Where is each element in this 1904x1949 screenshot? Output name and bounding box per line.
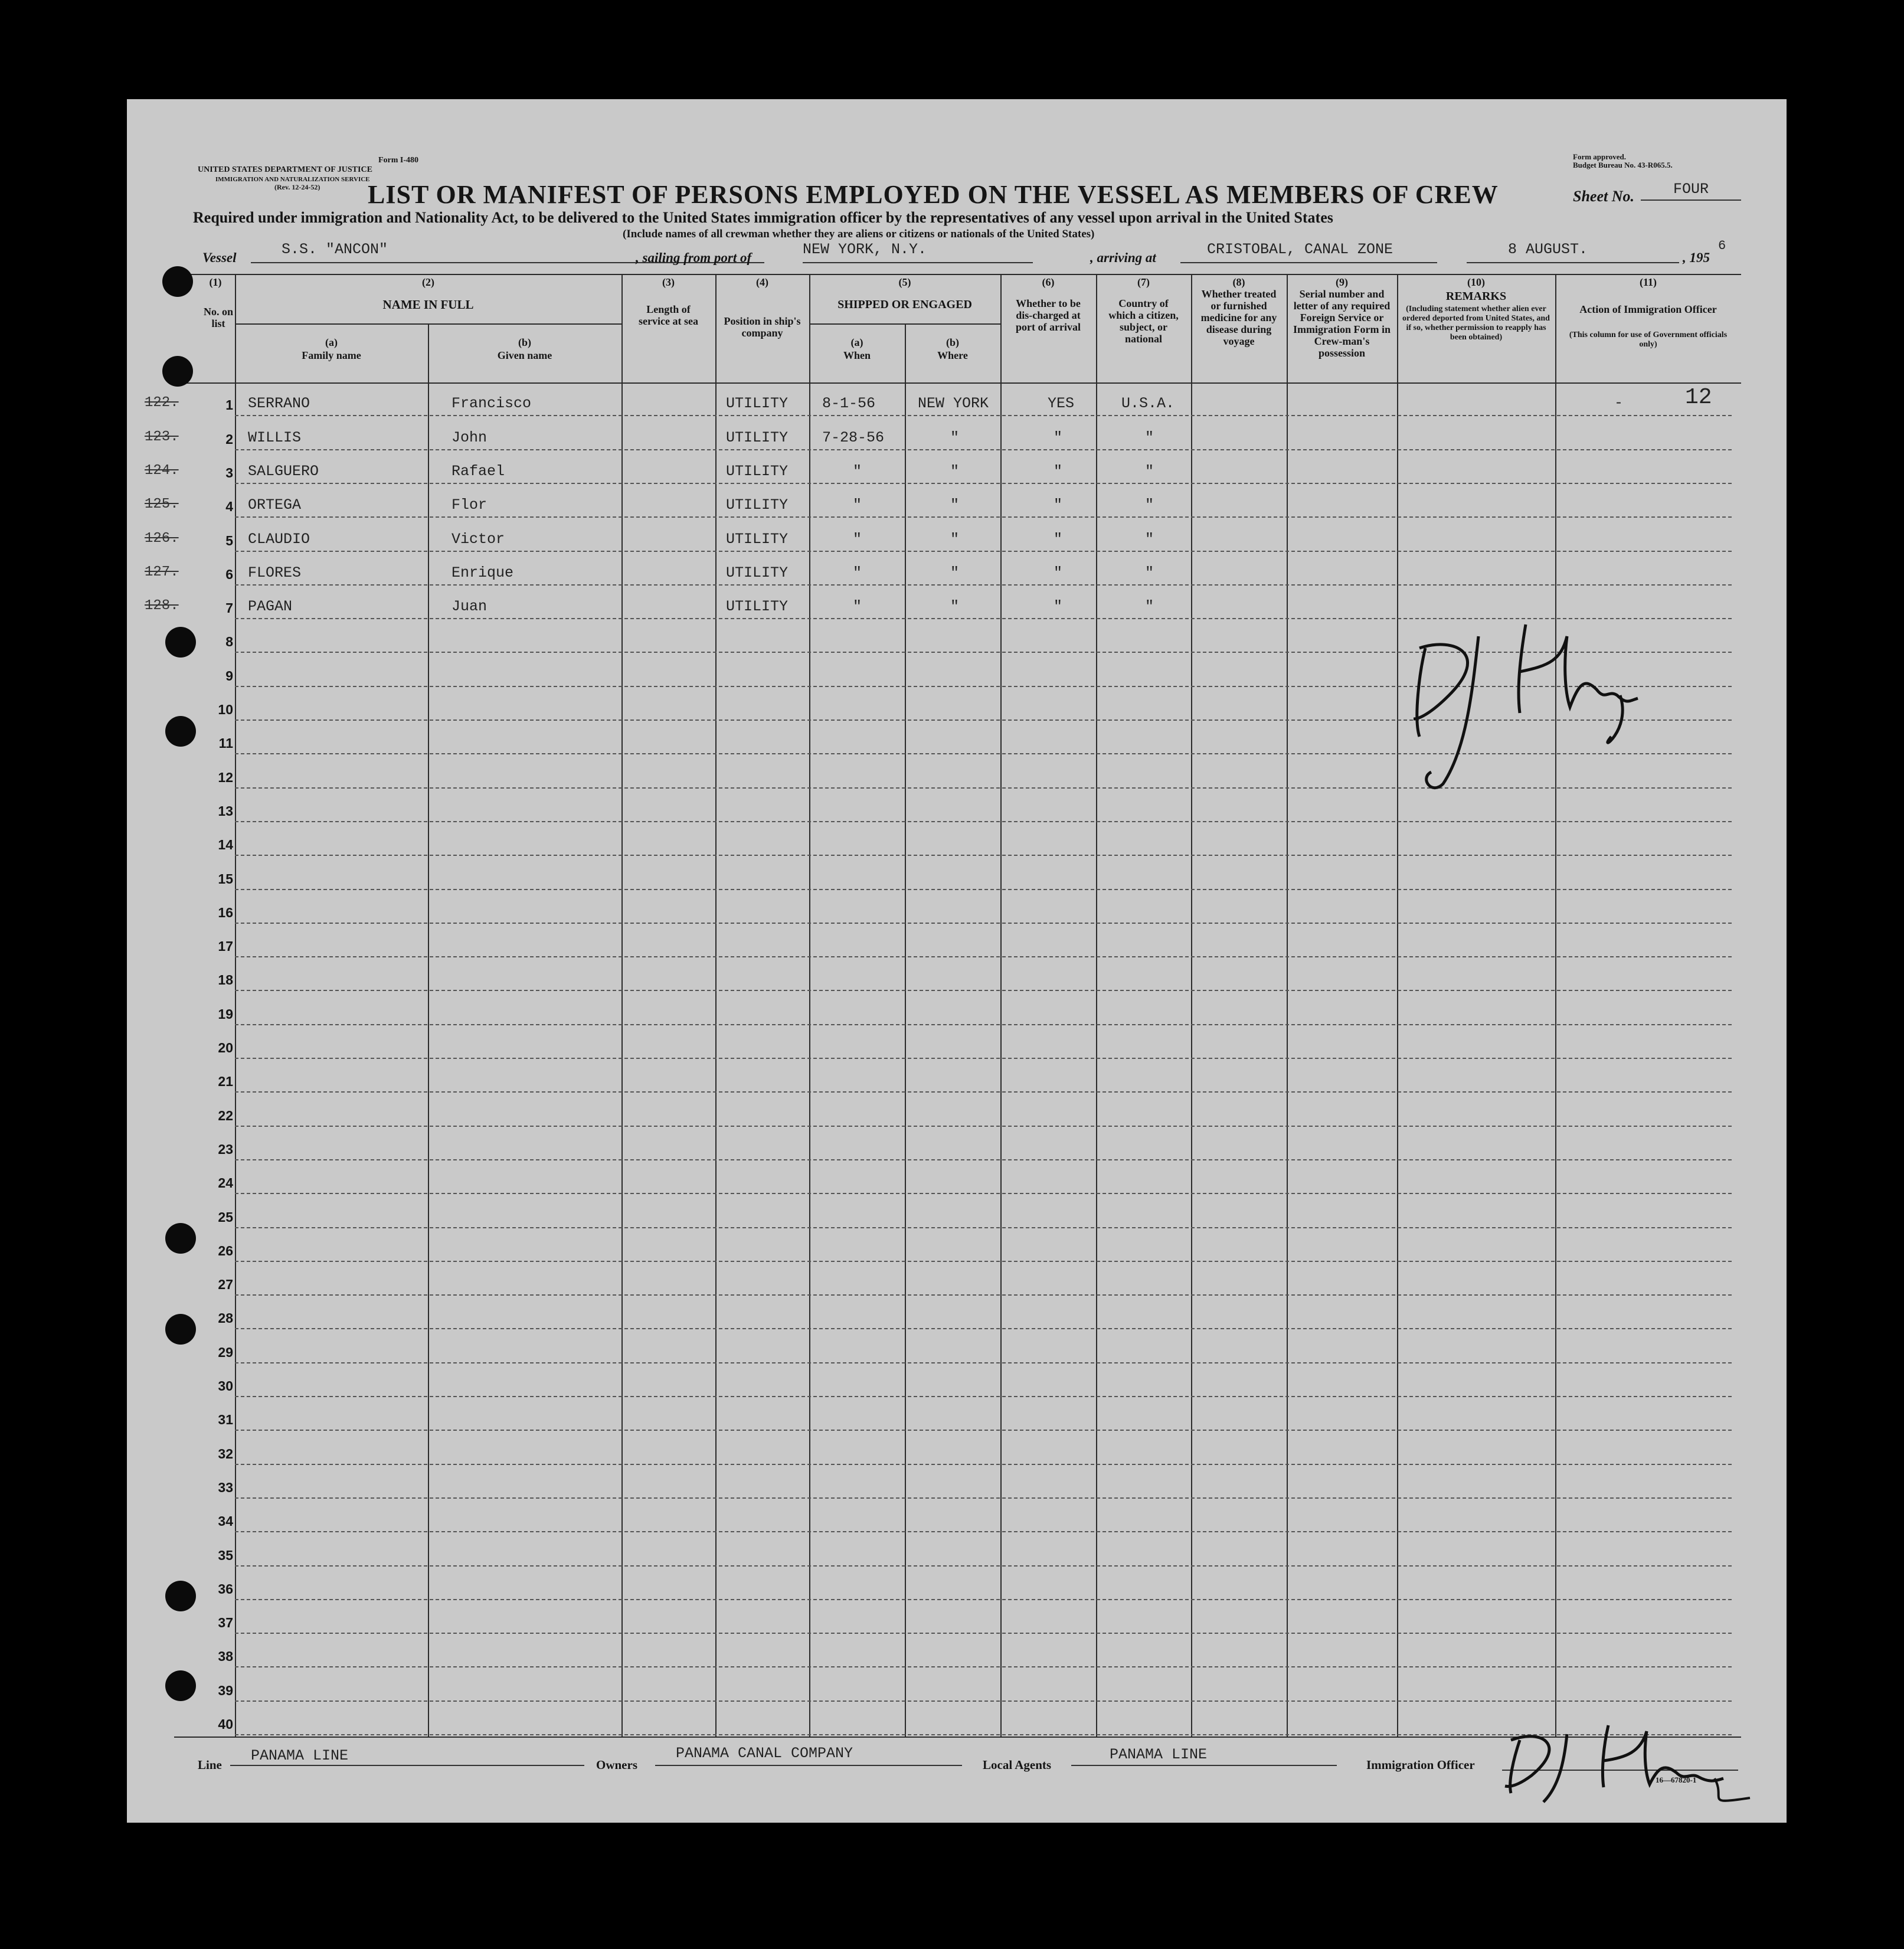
- discharged: ": [1054, 429, 1063, 446]
- row-number: 36: [218, 1581, 233, 1597]
- shipped-where: NEW YORK: [918, 395, 989, 413]
- discharged: ": [1054, 564, 1063, 581]
- col11-number: (11): [1640, 276, 1657, 288]
- shipped-when: ": [853, 496, 862, 514]
- col1-header: No. on list: [204, 306, 234, 329]
- given-name: Victor: [452, 530, 505, 548]
- country: ": [1145, 564, 1154, 581]
- table-row-line: [235, 1565, 1732, 1567]
- shipped-where: ": [950, 429, 960, 446]
- form-number: Form I-480: [378, 156, 419, 165]
- col7-number: (7): [1137, 276, 1150, 288]
- col4-header: Position in ship's company: [724, 315, 801, 339]
- col5a-number: (a): [850, 336, 863, 348]
- action-count: 12: [1685, 385, 1712, 410]
- original-list-number: 125.: [145, 496, 179, 513]
- table-row-line: [235, 1294, 1732, 1296]
- shipped-when: ": [853, 598, 862, 616]
- col11-header: Action of Immigration Officer: [1579, 303, 1717, 315]
- row-number: 26: [218, 1242, 233, 1258]
- col10-number: (10): [1467, 276, 1485, 288]
- punch-hole: [162, 266, 193, 297]
- position: UTILITY: [726, 462, 789, 480]
- discharged: ": [1054, 598, 1063, 616]
- action-dash: -: [1614, 394, 1624, 411]
- row-number: 17: [218, 938, 233, 954]
- row-number: 2: [225, 431, 233, 447]
- given-name: John: [452, 429, 488, 446]
- row-number: 13: [218, 803, 233, 819]
- row-number: 20: [218, 1040, 233, 1055]
- shipped-where: ": [950, 530, 960, 548]
- table-row-line: [235, 1599, 1732, 1600]
- department: UNITED STATES DEPARTMENT OF JUSTICE: [198, 165, 372, 174]
- row-number: 9: [225, 668, 233, 684]
- row-number: 10: [218, 702, 233, 717]
- table-row-line: [235, 1396, 1732, 1397]
- table-row-line: [235, 821, 1732, 822]
- table-row-line: [235, 1024, 1732, 1025]
- table-row-line: [235, 1633, 1732, 1634]
- country: ": [1145, 462, 1154, 480]
- table-row-line: [235, 551, 1732, 552]
- shipped-when: 8-1-56: [822, 395, 876, 413]
- row-number: 24: [218, 1175, 233, 1191]
- original-list-number: 124.: [145, 462, 179, 479]
- col8-number: (8): [1232, 276, 1245, 288]
- arrival-date: 8 AUGUST.: [1508, 241, 1588, 258]
- table-row-line: [235, 516, 1732, 518]
- original-list-number: 126.: [145, 530, 179, 547]
- country: ": [1145, 429, 1154, 446]
- shipped-where: ": [950, 462, 960, 480]
- footer-owners-label: Owners: [596, 1758, 637, 1772]
- manifest-sheet: [127, 99, 1787, 1823]
- table-row-line: [235, 1362, 1732, 1363]
- sheet-label: Sheet No.: [1573, 188, 1634, 205]
- shipped-where: ": [950, 598, 960, 616]
- officer-signature-footer: [1502, 1716, 1756, 1805]
- punch-hole: [165, 1670, 196, 1701]
- given-name: Juan: [452, 598, 488, 616]
- original-list-number: 127.: [145, 564, 179, 580]
- row-number: 21: [218, 1074, 233, 1090]
- original-list-number: 128.: [145, 598, 179, 614]
- col11-note: (This column for use of Government officials only): [1569, 331, 1728, 349]
- page-title: LIST OR MANIFEST OF PERSONS EMPLOYED ON THE VESSEL AS MEMBERS OF CREW: [368, 180, 1499, 209]
- table-row-line: [235, 956, 1732, 957]
- shipped-when: 7-28-56: [822, 429, 885, 446]
- row-number: 28: [218, 1310, 233, 1326]
- table-row-line: [235, 1701, 1732, 1702]
- year-label: , 195: [1683, 250, 1710, 265]
- table-row-line: [235, 1531, 1732, 1532]
- vessel-name: S.S. "ANCON": [282, 241, 388, 258]
- country: ": [1145, 598, 1154, 616]
- service: IMMIGRATION AND NATURALIZATION SERVICE: [215, 176, 370, 183]
- family-name: WILLIS: [248, 429, 302, 446]
- row-number: 18: [218, 972, 233, 988]
- shipped-where: ": [950, 496, 960, 514]
- family-name: SALGUERO: [248, 462, 319, 480]
- country: ": [1145, 530, 1154, 548]
- table-row-line: [235, 1430, 1732, 1431]
- footer-owners-value: PANAMA CANAL COMPANY: [676, 1745, 853, 1762]
- family-name: SERRANO: [248, 395, 310, 413]
- family-name: ORTEGA: [248, 496, 302, 514]
- given-name: Francisco: [452, 395, 532, 413]
- col5a-header: When: [843, 349, 871, 361]
- table-row-line: [235, 1193, 1732, 1194]
- original-list-number: 122.: [145, 395, 179, 411]
- row-number: 40: [218, 1716, 233, 1732]
- col10-header: REMARKS: [1445, 290, 1507, 303]
- table-row-line: [235, 1091, 1732, 1093]
- sailing-label: , sailing from port of: [636, 250, 752, 265]
- punch-hole: [165, 627, 196, 658]
- form-approved: Form approved.: [1573, 152, 1627, 161]
- col2b-header: Given name: [497, 349, 552, 361]
- table-row-line: [235, 1159, 1732, 1160]
- row-number: 30: [218, 1378, 233, 1394]
- row-number: 39: [218, 1682, 233, 1698]
- table-row-line: [235, 889, 1732, 890]
- table-row-line: [235, 1464, 1732, 1465]
- table-row-line: [235, 1126, 1732, 1127]
- arriving-label: , arriving at: [1090, 250, 1156, 265]
- col1-number: (1): [209, 276, 222, 288]
- col5b-number: (b): [946, 336, 959, 348]
- footer-agents-value: PANAMA LINE: [1110, 1746, 1208, 1763]
- col3-header: Length of service at sea: [639, 303, 698, 327]
- discharged: ": [1054, 462, 1063, 480]
- table-row-line: [235, 1227, 1732, 1228]
- row-number: 5: [225, 532, 233, 548]
- col9-header: Serial number and letter of any required Foreign Service or Immigration Form in Crew-man's possession: [1293, 288, 1391, 359]
- col9-number: (9): [1336, 276, 1348, 288]
- table-row-line: [235, 449, 1732, 450]
- col6-number: (6): [1042, 276, 1055, 288]
- form-code: 16—67820-1: [1656, 1775, 1697, 1784]
- table-row-line: [235, 990, 1732, 991]
- shipped-when: ": [853, 564, 862, 581]
- row-number: 35: [218, 1547, 233, 1563]
- row-number: 4: [225, 499, 233, 515]
- row-number: 16: [218, 904, 233, 920]
- row-number: 11: [218, 735, 233, 751]
- shipped-when: ": [853, 530, 862, 548]
- footer-line-value: PANAMA LINE: [251, 1747, 349, 1764]
- row-number: 6: [225, 566, 233, 582]
- table-row-line: [235, 415, 1732, 416]
- family-name: PAGAN: [248, 598, 293, 616]
- shipped-when: ": [853, 462, 862, 480]
- table-row-line: [235, 584, 1732, 586]
- col3-number: (3): [662, 276, 675, 288]
- family-name: CLAUDIO: [248, 530, 310, 548]
- discharged: ": [1054, 496, 1063, 514]
- position: UTILITY: [726, 530, 789, 548]
- col2a-header: Family name: [302, 349, 361, 361]
- original-list-number: 123.: [145, 429, 179, 445]
- punch-hole: [165, 716, 196, 747]
- revision: (Rev. 12-24-52): [274, 183, 320, 191]
- given-name: Rafael: [452, 462, 505, 480]
- table-row-line: [235, 923, 1732, 924]
- budget-number: Budget Bureau No. 43-R065.5.: [1573, 161, 1673, 169]
- arriving-port: CRISTOBAL, CANAL ZONE: [1207, 241, 1393, 258]
- footer-line-label: Line: [198, 1758, 222, 1772]
- officer-signature-remarks: [1408, 601, 1644, 796]
- table-row-line: [235, 483, 1732, 484]
- row-number: 32: [218, 1446, 233, 1461]
- col6-header: Whether to be dis-charged at port of arrival: [1016, 297, 1081, 333]
- country: U.S.A.: [1121, 395, 1175, 413]
- row-number: 37: [218, 1615, 233, 1631]
- position: UTILITY: [726, 564, 789, 581]
- punch-hole: [162, 356, 193, 387]
- row-number: 33: [218, 1479, 233, 1495]
- shipped-where: ": [950, 564, 960, 581]
- col4-number: (4): [756, 276, 768, 288]
- family-name: FLORES: [248, 564, 302, 581]
- position: UTILITY: [726, 496, 789, 514]
- col2b-number: (b): [518, 336, 531, 348]
- footer-officer-label: Immigration Officer: [1366, 1758, 1475, 1772]
- table-row-line: [235, 855, 1732, 856]
- row-number: 29: [218, 1344, 233, 1360]
- position: UTILITY: [726, 395, 789, 413]
- subtitle: Required under immigration and Nationality Act, to be delivered to the United States immigration officer by the representatives of any vessel upon arrival in the United States: [193, 209, 1333, 226]
- col10-note: (Including statement whether alien ever ordered deported from United States, and if so, whether permission to reapply has been obtained): [1402, 305, 1550, 342]
- table-row-line: [235, 1497, 1732, 1499]
- position: UTILITY: [726, 429, 789, 446]
- year-digit: 6: [1718, 238, 1726, 253]
- col7-header: Country of which a citizen, subject, or national: [1108, 297, 1179, 345]
- discharged: YES: [1048, 395, 1075, 413]
- row-number: 23: [218, 1141, 233, 1157]
- row-number: 1: [225, 397, 233, 413]
- row-number: 25: [218, 1209, 233, 1225]
- row-number: 7: [225, 600, 233, 616]
- table-row-line: [235, 1058, 1732, 1059]
- row-number: 22: [218, 1107, 233, 1123]
- row-number: 34: [218, 1513, 233, 1529]
- row-number: 12: [218, 769, 233, 785]
- col2a-number: (a): [325, 336, 338, 348]
- table-row-line: [235, 1328, 1732, 1329]
- col2-header: NAME IN FULL: [382, 297, 474, 312]
- given-name: Flor: [452, 496, 488, 514]
- row-number: 14: [218, 837, 233, 853]
- col8-header: Whether treated or furnished medicine for any disease during voyage: [1200, 288, 1277, 347]
- row-number: 27: [218, 1277, 233, 1293]
- row-number: 31: [218, 1412, 233, 1428]
- discharged: ": [1054, 530, 1063, 548]
- row-number: 38: [218, 1649, 233, 1665]
- row-number: 8: [225, 634, 233, 650]
- table-row-line: [235, 1261, 1732, 1262]
- position: UTILITY: [726, 598, 789, 616]
- col5b-header: Where: [937, 349, 968, 361]
- row-number: 19: [218, 1006, 233, 1022]
- col2-number: (2): [422, 276, 434, 288]
- punch-hole: [165, 1223, 196, 1254]
- table-row-line: [235, 1666, 1732, 1667]
- punch-hole: [165, 1314, 196, 1345]
- row-number: 3: [225, 465, 233, 480]
- punch-hole: [165, 1581, 196, 1611]
- col5-number: (5): [898, 276, 911, 288]
- given-name: Enrique: [452, 564, 514, 581]
- sheet-number: FOUR: [1673, 181, 1709, 198]
- country: ": [1145, 496, 1154, 514]
- sailing-port: NEW YORK, N.Y.: [803, 241, 927, 258]
- col5-header: SHIPPED OR ENGAGED: [838, 298, 972, 311]
- row-number: 15: [218, 871, 233, 887]
- vessel-label: Vessel: [202, 250, 237, 265]
- footer-agents-label: Local Agents: [983, 1758, 1052, 1772]
- include-note: (Include names of all crewman whether they are aliens or citizens or nationals of the United States): [623, 228, 1095, 240]
